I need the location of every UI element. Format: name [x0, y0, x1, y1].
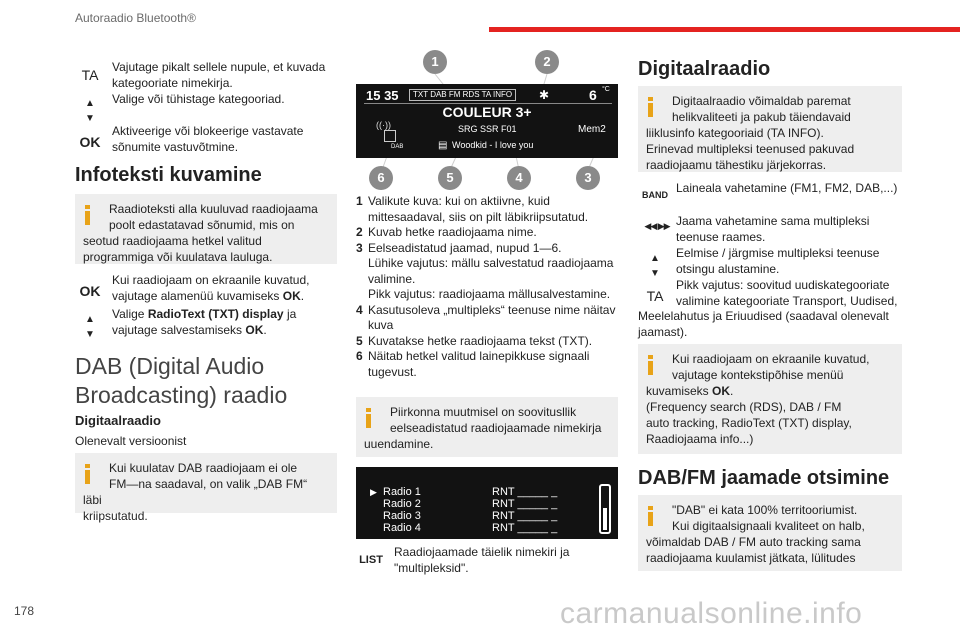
list-station-3: Radio 3 [383, 510, 421, 522]
ta-button-icon: TA [81, 67, 99, 83]
note5-line5: auto tracking, RadioText (TXT) display, [646, 416, 852, 430]
heading-digital-radio: Digitaalraadio [638, 58, 771, 80]
station-names [383, 486, 421, 534]
legend-item-6: 6 Näitab hetkel valitud lainepikkuse signaali [356, 349, 590, 363]
note5-line1: Kui raadiojaam on ekraanile kuvatud, [672, 352, 870, 366]
row-list-line2: "multipleksid". [394, 560, 469, 575]
note3-line1: Piirkonna muutmisel on soovitusllik [390, 405, 577, 419]
row-list-text [394, 545, 618, 576]
running-header: Autoraadio Bluetooth® [75, 11, 196, 25]
row-ok-text [112, 124, 337, 155]
heading-infotext: Infoteksti kuvamine [75, 164, 262, 186]
page-number: 178 [14, 604, 35, 618]
note4-line3: liiklusinfo kategooriaid (TA INFO). [646, 126, 824, 140]
note6-line2: Kui digitaalsignaali kvaliteet on halb, [672, 519, 865, 533]
legend-item-2: 2 Kuvab hetke raadiojaama nime. [356, 225, 537, 239]
station-name: COULEUR 3+ [442, 104, 532, 120]
row-lr-line1: Jaama vahetamine sama multipleksi [676, 214, 870, 228]
multiplex-name: SRG SSR F01 [458, 124, 517, 134]
temperature: 6 [589, 87, 597, 103]
note1-line3: seotud raadiojaama hetkel valitud [83, 234, 262, 248]
row-ok2-line1: Kui raadiojaam on ekraanile kuvatud, [112, 273, 310, 287]
station-values [492, 486, 557, 534]
row-arrows-text: Valige või tühistage kategooriad. [112, 92, 285, 106]
signal-strength-icon: ((·)) [376, 120, 391, 130]
note1-line2: poolt edastatavad sõnumid, mis on [109, 218, 295, 232]
legend-item-4: 4 Kasutusoleva „multipleks“ teenuse nime näitav [356, 302, 616, 317]
note2-line3: kriipsutatud. [83, 509, 148, 523]
info-note-dabfm [75, 453, 337, 523]
legend-item-3: 3 Eelseadistatud jaamad, nupud 1—6. [356, 240, 562, 255]
note4-line5: raadiojaamu tähestiku järjekorras. [646, 158, 827, 172]
row-ok2-text [112, 273, 337, 304]
note1-line4: programmiga või kuulatava lauluga. [83, 250, 273, 264]
legend-item-1: 1 Valikute kuva: kui on aktiivne, kuid [356, 194, 550, 208]
list-value-1: RNT _____ _ [492, 486, 558, 498]
list-cursor-icon: ▶ [370, 487, 377, 497]
list-station-1: Radio 1 [383, 486, 421, 498]
ok-button-icon: OK [79, 134, 101, 150]
list-scrollbar [599, 484, 611, 534]
row-band-text: Laineala vahetamine (FM1, FM2, DAB,...) [676, 181, 898, 195]
row-ta2-line4: jaamast). [638, 324, 688, 339]
info-note-radiotext [75, 194, 337, 264]
info-icon [85, 464, 90, 484]
legend-item-3-line3: valimine. [368, 271, 416, 286]
band-button-icon: BAND [642, 190, 668, 200]
ta-button-icon-2: TA [646, 288, 664, 304]
ok-button-icon-2: OK [79, 283, 101, 299]
list-value-4: RNT _____ _ [492, 522, 558, 534]
note3-line3: uuendamine. [364, 437, 434, 451]
list-button-icon: LIST [359, 554, 383, 566]
up-down-arrows-icon-3: ▲ ▼ [650, 253, 660, 279]
callout-1: 1 [423, 50, 447, 74]
note4-line2: helikvaliteeti ja pakub täiendavaid [672, 110, 851, 124]
row-ta-line2: kategooriate nimekirja. [112, 75, 233, 90]
note4-line4: Erinevad multipleksi teenused pakuvad [646, 142, 855, 156]
info-note-context-menu [638, 344, 902, 454]
note4-line1: Digitaalraadio võimaldab paremat [672, 94, 851, 108]
note3-line2: eelseadistatud raadiojaamade nimekirja [390, 421, 602, 435]
note2-line1: Kui kuulatav DAB raadiojaam ei ole [109, 461, 298, 475]
row-ta2-text [676, 278, 902, 309]
row-ta-line1: Vajutage pikalt sellele nupule, et kuvada [112, 60, 326, 74]
callout-2: 2 [535, 50, 559, 74]
legend-list [356, 194, 618, 380]
row-ok-line2: sõnumite vastuvõtmine. [112, 139, 239, 154]
info-note-digital [638, 86, 902, 172]
radiotext: Woodkid - I love you [452, 140, 534, 150]
info-icon [366, 408, 371, 428]
callout-5: 5 [438, 166, 462, 190]
row-ud-line2: otsingu alustamine. [676, 261, 780, 276]
note2-line2: FM—na saadaval, on valik „DAB FM“ läbi [83, 477, 308, 507]
legend-item-4-line2: kuva [368, 318, 394, 332]
note5-line4: (Frequency search (RDS), DAB / FM [646, 400, 842, 414]
radio-display-screen [356, 84, 618, 158]
info-icon [648, 506, 653, 526]
legend-item-6-line2: tugevust. [368, 364, 417, 379]
memory-preset: Mem2 [578, 124, 606, 135]
callout-3: 3 [576, 166, 600, 190]
note5-line3: kuvamiseks OK. [646, 384, 734, 398]
row-ok2-line2: vajutage alamenüü kuvamiseks OK. [112, 288, 305, 303]
up-down-arrows-icon: ▲ ▼ [85, 98, 95, 124]
legend-item-3-line4: Pikk vajutus: raadiojaama mällusalvestamine. [368, 287, 611, 301]
row-ud-text [676, 246, 902, 277]
legend-item-3-line2: Lühike vajutus: mällu salvestatud raadiojaama [368, 256, 614, 270]
legend-item-5: 5 Kuvatakse hetke raadiojaama tekst (TXT). [356, 333, 593, 348]
row-ta2-cont [638, 309, 902, 340]
heading-dab [75, 352, 287, 410]
row-ta2-line1: Pikk vajutus: soovitud uudiskategooriate [676, 278, 890, 292]
info-note-coverage [638, 495, 902, 571]
row-lr-line2: teenuse raames. [676, 229, 766, 244]
note5-line2: vajutage kontekstipõhise menüü [672, 368, 844, 382]
note6-line1: "DAB" ei kata 100% territooriumist. [672, 503, 858, 517]
clock-time: 15 35 [366, 88, 399, 103]
row-ok-line1: Aktiveerige või blokeerige vastavate [112, 124, 304, 138]
seek-arrows-icon: ◀◀ ▶▶ [644, 221, 670, 231]
sub-digital-radio: Digitaalraadio [75, 413, 161, 428]
up-down-arrows-icon-2: ▲ ▼ [85, 314, 95, 340]
info-icon [648, 355, 653, 375]
dab-label: DAB [391, 144, 404, 150]
temp-unit: °C [602, 86, 610, 93]
row-ud-line1: Eelmise / järgmise multipleksi teenuse [676, 246, 880, 260]
list-scroll-thumb [603, 508, 607, 530]
list-station-2: Radio 2 [383, 498, 421, 510]
text-icon: ▤ [438, 140, 448, 151]
dab-antenna-icon [384, 130, 396, 142]
row-arrows2-text: Valige RadioText (TXT) display ja vajutage salvestamiseks OK. [112, 307, 297, 337]
note5-line6: Raadiojaama info...) [646, 432, 754, 446]
callout-4: 4 [507, 166, 531, 190]
header-accent-bar [489, 27, 960, 32]
station-list-screen [356, 467, 618, 539]
status-tags: TXT DAB FM RDS TA INFO [409, 89, 516, 101]
watermark: carmanualsonline.info [560, 597, 863, 630]
bluetooth-icon: ✱ [539, 88, 550, 102]
row-lr-text [676, 214, 902, 245]
note6-line4: raadiojaama kuulamist jätkata, lülitudes [646, 551, 856, 565]
info-icon [648, 97, 653, 117]
heading-dab-line2: Broadcasting) raadio [75, 382, 288, 408]
row-ta2-line3: Meelelahutus ja Eriuudised (saadaval olenevalt [638, 309, 889, 323]
note1-line1: Raadioteksti alla kuuluvad raadiojaama [109, 202, 318, 216]
legend-item-1-line2: mittesaadaval, siis on pilt läbikriipsutatud. [368, 209, 589, 224]
heading-dab-line1: DAB (Digital Audio [75, 353, 265, 379]
list-value-2: RNT _____ _ [492, 498, 558, 510]
row-list-line1: Raadiojaamade täielik nimekiri ja [394, 545, 570, 559]
callout-6: 6 [369, 166, 393, 190]
list-station-4: Radio 4 [383, 522, 421, 534]
info-icon [85, 205, 90, 225]
heading-dabfm-search: DAB/FM jaamade otsimine [638, 467, 890, 489]
info-note-region [356, 397, 618, 457]
row-ta2-line2: valimine kategooriate Transport, Uudised, [676, 293, 898, 308]
list-value-3: RNT _____ _ [492, 510, 558, 522]
row-ta-text [112, 60, 337, 91]
version-note: Olenevalt versioonist [75, 434, 187, 448]
note6-line3: võimaldab DAB / FM auto tracking sama [646, 535, 861, 549]
